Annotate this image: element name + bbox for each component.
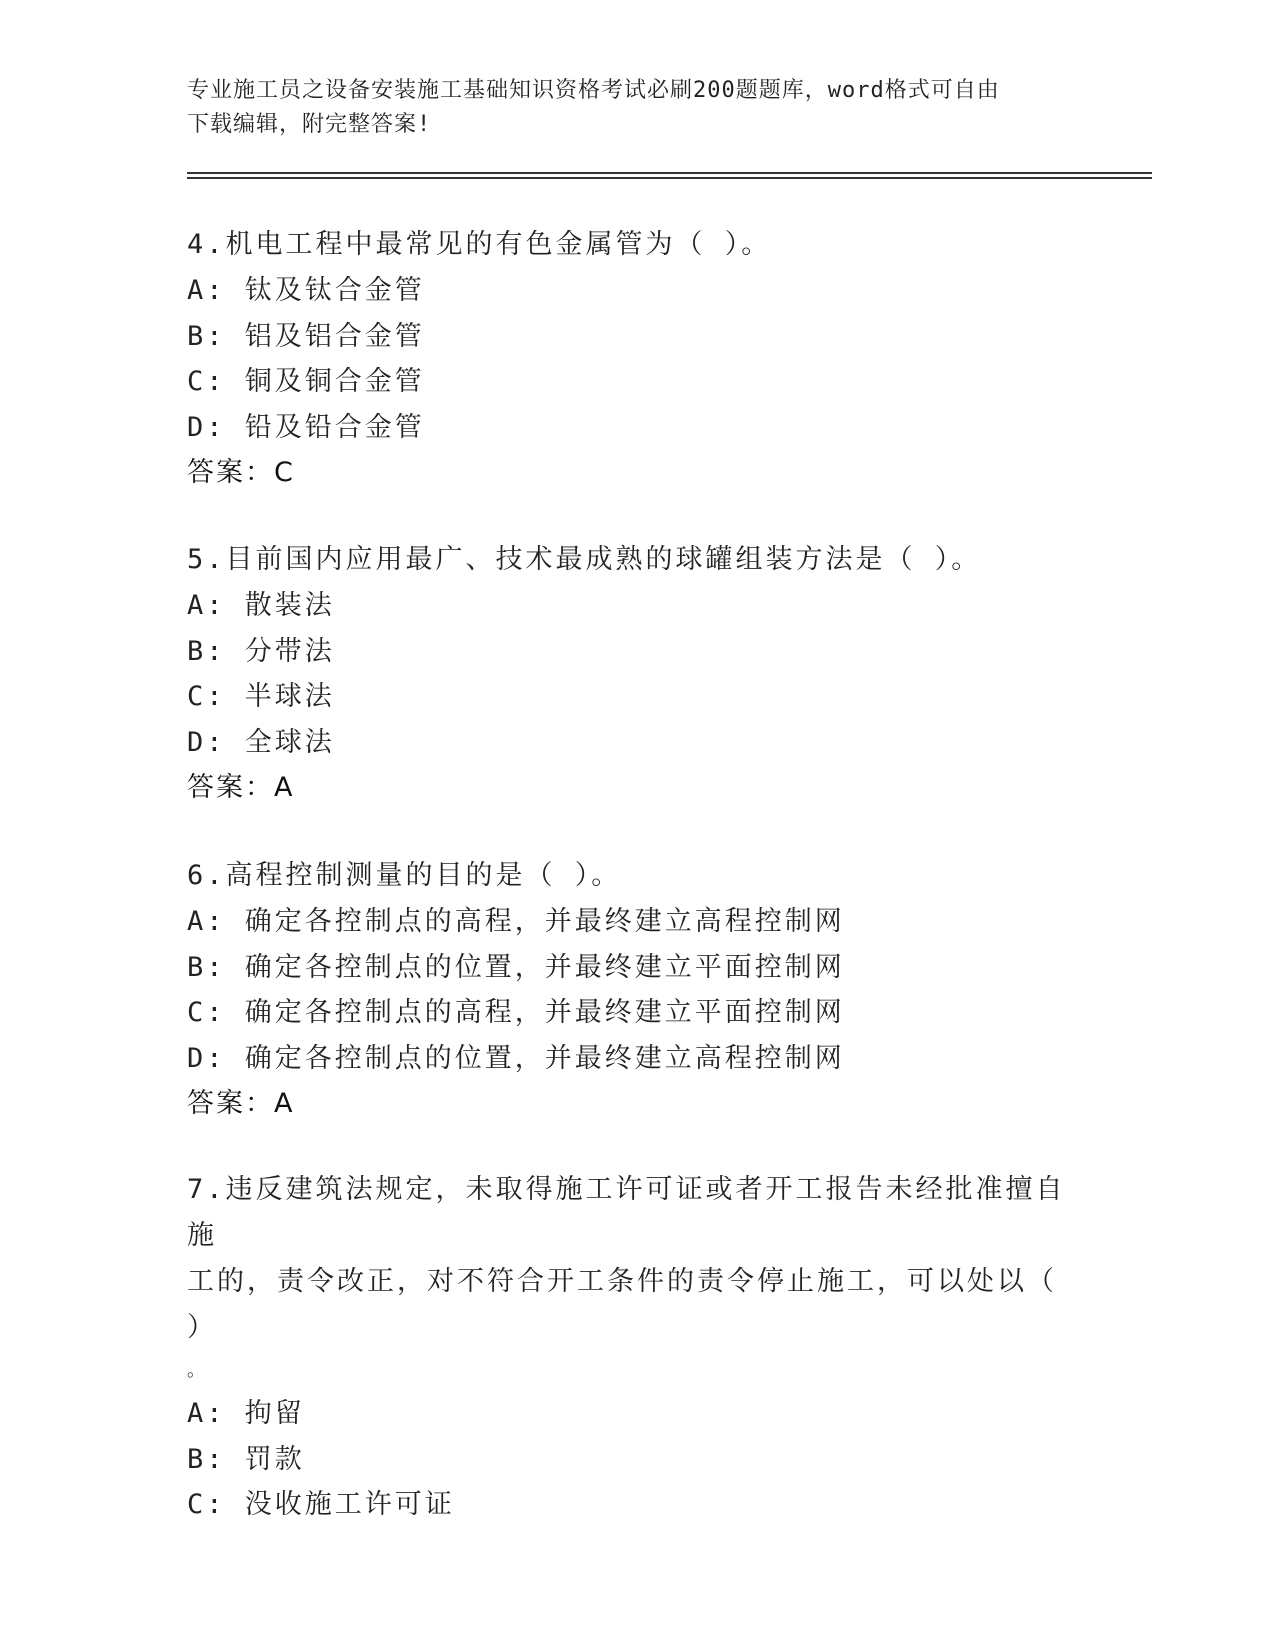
header-divider-bottom: [187, 177, 1152, 179]
header-line-2: 下载编辑，附完整答案!: [187, 112, 432, 137]
option-b: B: 罚款: [187, 1443, 305, 1475]
question-4: [187, 222, 1067, 496]
option-a: A: 散装法: [187, 590, 335, 621]
option-b: B: 分带法: [187, 635, 335, 667]
question-stem-line-1: 7.违反建筑法规定，未取得施工许可证或者开工报告未经批准擅自施: [187, 1174, 1066, 1251]
document-header: [187, 74, 1067, 142]
option-c: C: 没收施工许可证: [187, 1489, 455, 1520]
question-stem-line-3: 。: [187, 1360, 208, 1381]
option-d: D: 铅及铅合金管: [187, 411, 425, 443]
option-c: C: 确定各控制点的高程，并最终建立平面控制网: [187, 997, 845, 1028]
option-d: D: 确定各控制点的位置，并最终建立高程控制网: [187, 1042, 845, 1074]
option-a: A: 拘留: [187, 1398, 305, 1429]
option-d: D: 全球法: [187, 726, 335, 758]
answer: 答案：C: [187, 457, 295, 488]
option-b: B: 确定各控制点的位置，并最终建立平面控制网: [187, 951, 845, 983]
option-c: C: 半球法: [187, 681, 335, 712]
question-stem: 4.机电工程中最常见的有色金属管为（ ）。: [187, 229, 772, 260]
question-7: [187, 1167, 1067, 1528]
option-a: A: 确定各控制点的高程，并最终建立高程控制网: [187, 906, 845, 937]
question-stem-line-2: 工的，责令改正，对不符合开工条件的责令停止施工，可以处以（ ）: [187, 1266, 1057, 1343]
question-stem: 5.目前国内应用最广、技术最成熟的球罐组装方法是（ ）。: [187, 544, 982, 575]
question-stem: 6.高程控制测量的目的是（ ）。: [187, 860, 622, 891]
question-5: [187, 537, 1067, 811]
header-divider-top: [187, 172, 1152, 174]
question-6: [187, 853, 1067, 1127]
option-a: A: 钛及钛合金管: [187, 275, 425, 306]
option-b: B: 铝及铝合金管: [187, 320, 425, 352]
answer: 答案：A: [187, 1088, 295, 1119]
answer: 答案：A: [187, 772, 295, 803]
option-c: C: 铜及铜合金管: [187, 366, 425, 397]
header-line-1: 专业施工员之设备安装施工基础知识资格考试必刷200题题库，word格式可自由: [187, 78, 1000, 103]
